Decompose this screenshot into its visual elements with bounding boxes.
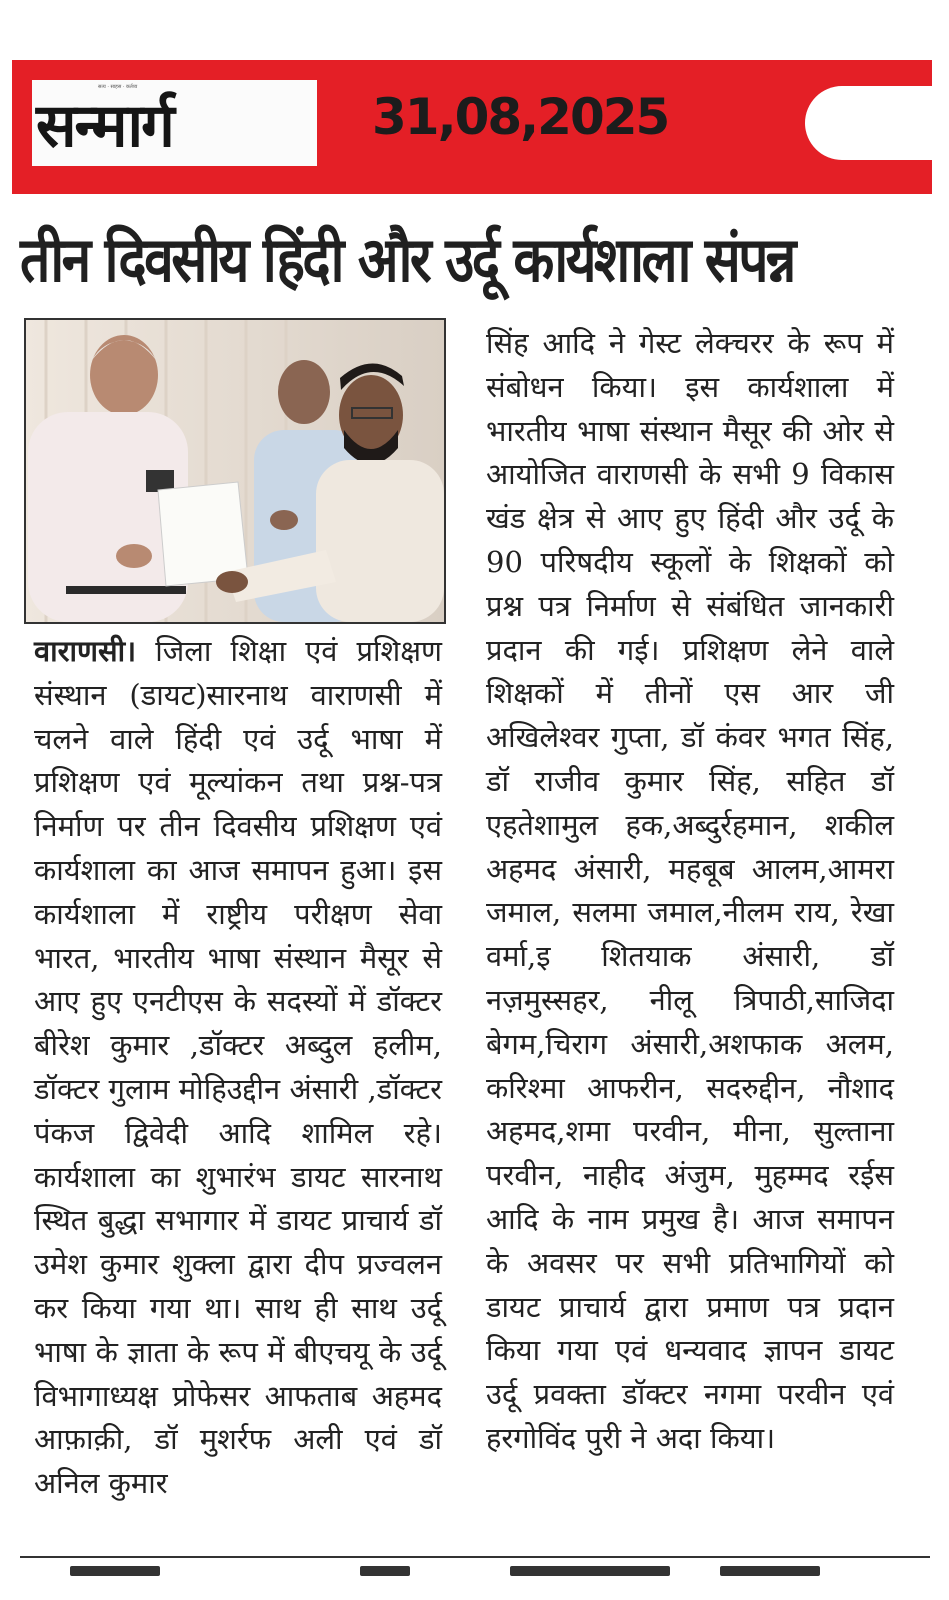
bottom-divider — [20, 1556, 930, 1558]
article-column-left — [34, 630, 442, 1506]
banner-pill-decoration — [805, 86, 949, 160]
logo-tagline: सत्य · साहस · कर्तव्य — [98, 84, 138, 90]
next-article-fragment — [70, 1566, 160, 1576]
next-article-fragment — [510, 1566, 670, 1576]
photo-illustration — [26, 320, 444, 622]
next-article-fragment — [360, 1566, 410, 1576]
next-article-fragment — [720, 1566, 820, 1576]
article-text-left: जिला शिक्षा एवं प्रशिक्षण संस्थान (डायट)सारनाथ वाराणसी में चलने वाले हिंदी एवं उर्दू भाषा में प्रशिक्षण एवं मूल्यांकन तथा प्रश्न-पत्र निर्माण पर तीन दिवसीय प्रशिक्षण एवं कार्यशाला का आज समापन हुआ। इस कार्यशाला में राष्ट्रीय परीक्षण सेवा भारत, भारतीय भाषा संस्थान मैसूर से आए हुए एनटीएस के सदस्यों में डॉक्टर बीरेश कुमार ,डॉक्टर अब्दुल हलीम, डॉक्टर गुलाम मोहिउद्दीन अंसारी ,डॉक्टर पंकज द्विवेदी आदि शामिल रहे। कार्यशाला का शुभारंभ डायट सारनाथ स्थित बुद्धा सभागार में डायट प्राचार्य डॉ उमेश कुमार शुक्ला द्वारा दीप प्रज्वलन कर किया गया था। साथ ही साथ उर्दू भाषा के ज्ञाता के रूप में बीएचयू के उर्दू विभागाध्यक्ष प्रोफेसर आफताब अहमद आफ़ाक़ी, डॉ मुशर्रफ अली एवं डॉ अनिल कुमार — [34, 634, 442, 1501]
logo-wordmark: सन्मार्ग — [36, 91, 173, 161]
article-body-left — [34, 630, 442, 1506]
masthead-banner — [12, 60, 932, 194]
article-dateline: वाराणसी। — [34, 634, 137, 668]
edition-date: 31,08,2025 — [372, 88, 669, 146]
article-column-right — [486, 322, 894, 1461]
news-photo — [24, 318, 446, 624]
newspaper-logo — [32, 80, 317, 166]
article-body-right: सिंह आदि ने गेस्ट लेक्चरर के रूप में संबोधन किया। इस कार्यशाला में भारतीय भाषा संस्थान मैसूर की ओर से आयोजित वाराणसी के सभी 9 विकास खंड क्षेत्र से आए हुए हिंदी और उर्दू के 90 परिषदीय स्कूलों के शिक्षकों को प्रश्न पत्र निर्माण से संबंधित जानकारी प्रदान की गई। प्रशिक्षण लेने वाले शिक्षकों में तीनों एस आर जी अखिलेश्वर गुप्ता, डॉ कंवर भगत सिंह, डॉ राजीव कुमार सिंह, सहित डॉ एहतेशामुल हक,अब्दुर्रहमान, शकील अहमद अंसारी, महबूब आलम,आमरा जमाल, सलमा जमाल,नीलम राय, रेखा वर्मा,इ शितयाक अंसारी, डॉ नज़मुस्सहर, नीलू त्रिपाठी,साजिदा बेगम,चिराग अंसारी,अशफाक अलम, करिश्मा आफरीन, सदरुद्दीन, नौशाद अहमद,शमा परवीन, मीना, सुल्ताना परवीन, नाहीद अंजुम, मुहम्मद रईस आदि के नाम प्रमुख है। आज समापन के अवसर पर सभी प्रतिभागियों को डायट प्राचार्य द्वारा प्रमाण पत्र प्रदान किया गया एवं धन्यवाद ज्ञापन डायट उर्दू प्रवक्ता डॉक्टर नगमा परवीन एवं हरगोविंद पुरी ने अदा किया। — [486, 326, 894, 1455]
article-headline: तीन दिवसीय हिंदी और उर्दू कार्यशाला संपन्न — [20, 223, 794, 296]
